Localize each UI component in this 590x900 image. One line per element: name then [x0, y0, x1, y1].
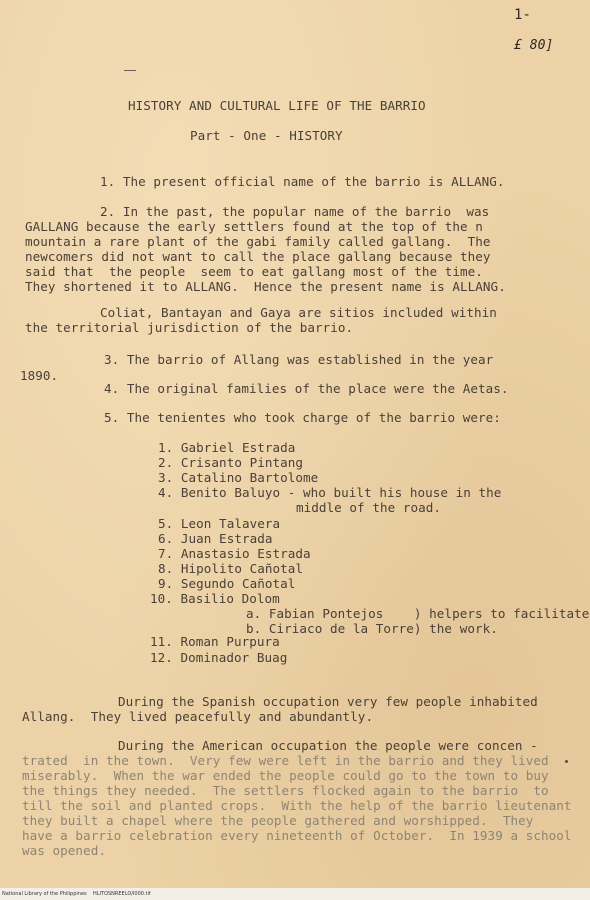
paragraph-line: they built a chapel where the people gathered and worshipped. They	[22, 813, 534, 828]
list-item: 9. Segundo Cañotal	[158, 576, 296, 591]
list-item: 5. Leon Talavera	[158, 516, 281, 531]
list-item: middle of the road.	[296, 500, 442, 515]
paragraph-line: newcomers did not want to call the place gallang because they	[25, 249, 491, 264]
paragraph-line: 4. The original families of the place were the Aetas.	[104, 381, 509, 396]
paragraph-line: said that the people seem to eat gallang most of the time.	[25, 264, 483, 279]
paragraph-line: They shortened it to ALLANG. Hence the present name is ALLANG.	[25, 279, 506, 294]
list-item: 4. Benito Baluyo - who built his house in the	[158, 485, 502, 500]
list-item: 8. Hipolito Cañotal	[158, 561, 304, 576]
document-title: HISTORY AND CULTURAL LIFE OF THE BARRIO	[128, 98, 426, 113]
list-subitem: a. Fabian Pontejos ) helpers to facilitate	[246, 606, 590, 621]
paragraph-line: Coliat, Bantayan and Gaya are sitios included within	[100, 305, 497, 320]
paragraph-line: During the American occupation the people were concen -	[118, 738, 538, 753]
list-item: 12. Dominador Buag	[150, 650, 288, 665]
ink-dot	[565, 760, 568, 763]
paragraph-line: 5. The tenientes who took charge of the barrio were:	[104, 410, 501, 425]
list-subitem: b. Ciriaco de la Torre) the work.	[246, 621, 498, 636]
list-item: 10. Basilio Dolom	[150, 591, 280, 606]
list-item: 1. Gabriel Estrada	[158, 440, 296, 455]
paragraph-line: trated in the town. Very few were left in the barrio and they lived	[22, 753, 549, 768]
paragraph-line: the things they needed. The settlers flocked again to the barrio to	[22, 783, 549, 798]
list-item: 11. Roman Purpura	[150, 634, 280, 649]
list-item: 7. Anastasio Estrada	[158, 546, 311, 561]
scan-footer: National Library of the Philippines HLITOSNREELO/I000.tif	[0, 888, 590, 900]
paragraph-line: 2. In the past, the popular name of the barrio was	[100, 204, 490, 219]
paragraph-line: GALLANG because the early settlers found at the top of the n	[25, 219, 483, 234]
catalog-mark: £ 80]	[514, 38, 554, 53]
list-item: 3. Catalino Bartolome	[158, 470, 319, 485]
page-number: 1-	[514, 7, 531, 23]
paragraph-line: 1. The present official name of the barrio is ALLANG.	[100, 174, 505, 189]
paragraph-line: have a barrio celebration every nineteenth of October. In 1939 a school	[22, 828, 572, 843]
paragraph-line: miserably. When the war ended the people could go to the town to buy	[22, 768, 549, 783]
paragraph-line: Allang. They lived peacefully and abundantly.	[22, 709, 374, 724]
list-item: 6. Juan Estrada	[158, 531, 273, 546]
paragraph-line: mountain a rare plant of the gabi family called gallang. The	[25, 234, 491, 249]
section-heading: Part - One - HISTORY	[190, 128, 343, 143]
paragraph-line: was opened.	[22, 843, 106, 858]
paragraph-line: 1890.	[20, 368, 59, 383]
paragraph-line: During the Spanish occupation very few people inhabited	[118, 694, 538, 709]
paragraph-line: till the soil and planted crops. With the help of the barrio lieutenant	[22, 798, 572, 813]
pencil-mark	[124, 70, 136, 71]
paragraph-line: the territorial jurisdiction of the barrio.	[25, 320, 354, 335]
paragraph-line: 3. The barrio of Allang was established in the year	[104, 352, 494, 367]
list-item: 2. Crisanto Pintang	[158, 455, 304, 470]
